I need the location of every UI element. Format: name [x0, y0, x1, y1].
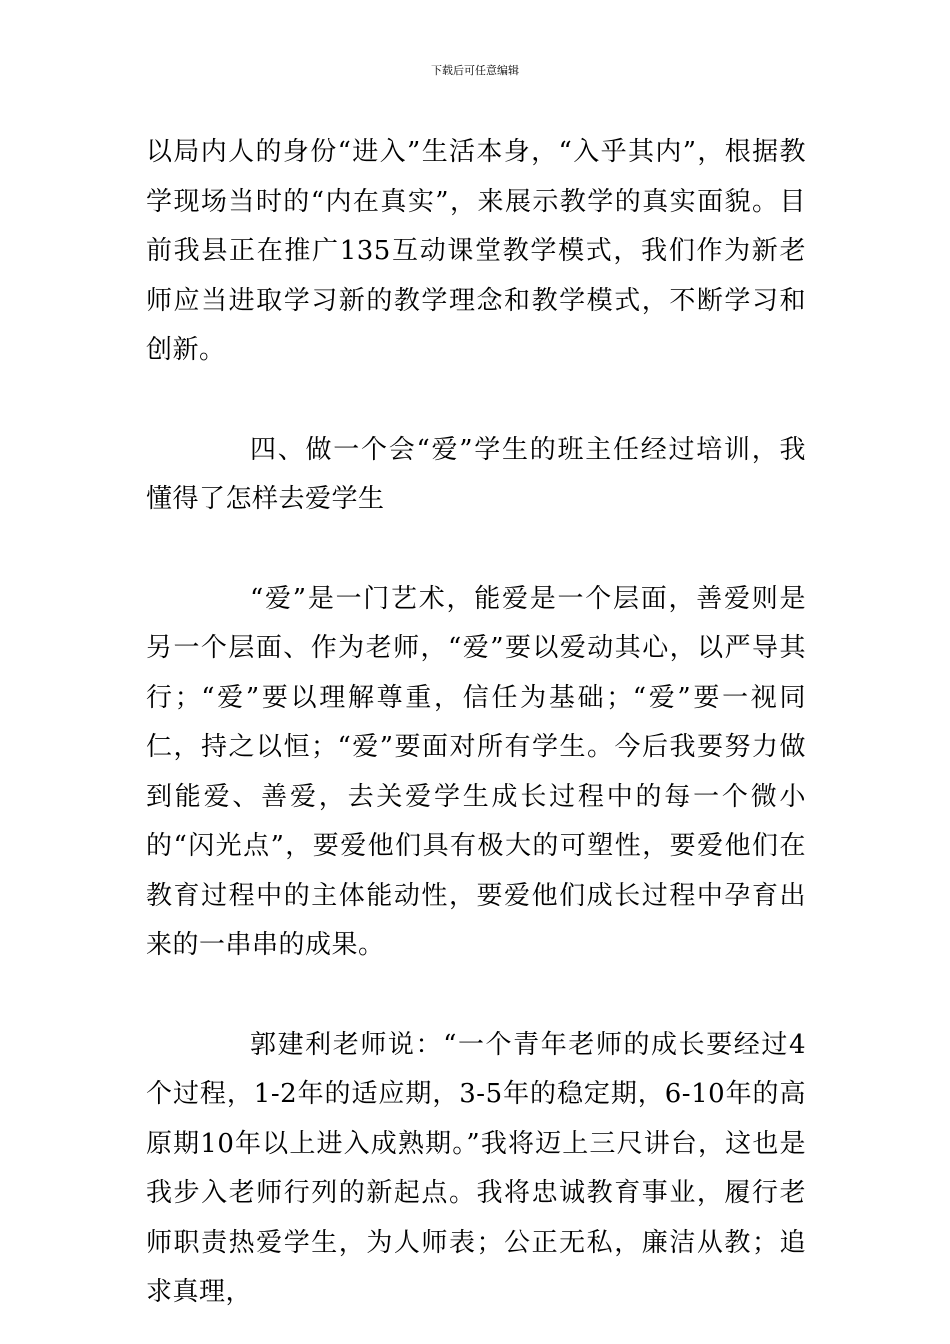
section-heading-love-students: 四、做一个会“爱”学生的班主任经过培训，我懂得了怎样去爱学生 [146, 434, 806, 514]
paragraph-gap [146, 376, 806, 426]
page-header: 下载后可任意编辑 [431, 64, 519, 77]
paragraph-gap [146, 971, 806, 1021]
paragraph-love-art: “爱”是一门艺术，能爱是一个层面，善爱则是另一个层面、作为老师，“爱”要以爱动其心，以严导其行；“爱”要以理解尊重，信任为基础；“爱”要一视同仁，持之以恒；“爱”要面对所有学生。今后我要努力做到能爱、善爱，去关爱学生成长过程中的每一个微小的“闪光点”，要爱他们具有极大的可塑性，要爱他们在教育过程中的主体能动性，要爱他们成长过程中孕育出来的一串串的成果。 [146, 583, 806, 960]
paragraph-teacher-growth: 郭建利老师说：“一个青年老师的成长要经过4个过程，1-2年的适应期，3-5年的稳定期，6-10年的高原期10年以上进入成熟期。”我将迈上三尺讲台，这也是我步入老师行列的新起点。我将忠诚教育事业，履行老师职责热爱学生，为人师表；公正无私，廉洁从教；追求真理， [146, 1029, 806, 1307]
paragraph-teaching-reality: 以局内人的身份“进入”生活本身，“入乎其内”，根据教学现场当时的“内在真实”，来展示教学的真实面貌。目前我县正在推广135互动课堂教学模式，我们作为新老师应当进取学习新的教学理念和教学模式，不断学习和创新。 [146, 137, 806, 365]
document-body [146, 128, 806, 1318]
paragraph-gap [146, 525, 806, 575]
